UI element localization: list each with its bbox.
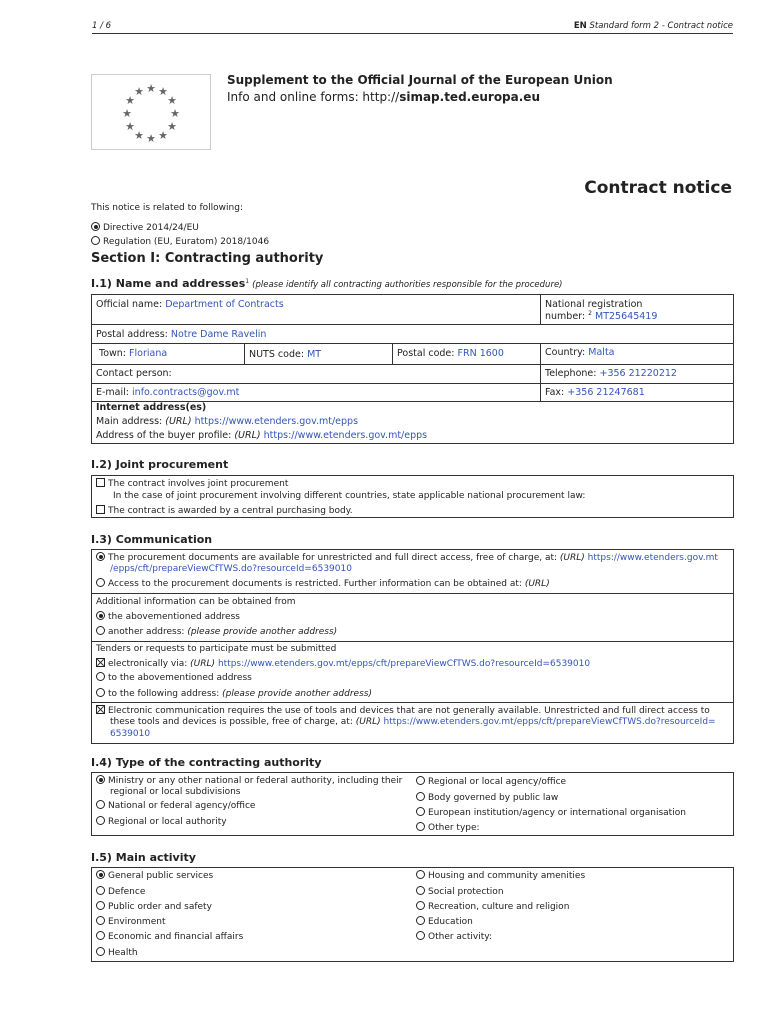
town-label: Town: [99,348,126,359]
radio-empty-icon[interactable] [96,947,105,956]
ecomm-url-link-cont[interactable]: 6539010 [110,729,151,739]
regulation-option[interactable] [91,236,269,247]
svg-text:★: ★ [125,94,135,107]
other-type-option[interactable] [416,822,480,833]
radio-empty-icon[interactable] [96,931,105,940]
svg-text:★: ★ [146,132,156,145]
docs-restricted-option[interactable] [96,578,550,589]
nuts-row [249,349,321,360]
docs-url-link-cont[interactable]: /epps/cft/prepareViewCfTWS.do?resourceId=6539010 [110,564,352,574]
eu-institution-label: European institution/agency or international organisation [428,808,686,818]
docs-available-label: The procurement documents are available for unrestricted and full direct access, free of charge, at: [108,553,558,563]
addinfo-another-option[interactable] [96,626,337,637]
fax-row [545,387,645,398]
natreg-value: MT25645419 [595,311,658,323]
svg-text:★: ★ [134,85,144,98]
activity-defence-option[interactable] [96,886,145,897]
postal-value: Notre Dame Ravelin [170,329,267,340]
activity-label: Public order and safety [108,902,212,912]
joint-law-text: In the case of joint procurement involving different countries, state applicable national procurement law: [113,491,586,501]
town-row [99,348,167,359]
radio-empty-icon[interactable] [96,578,105,587]
radio-empty-icon[interactable] [416,916,425,925]
addinfo-label: Additional information can be obtained from [96,597,296,607]
activity-label: Education [428,917,473,927]
i5-box [91,867,734,962]
i5-heading: I.5) Main activity [91,851,196,864]
regulation-label: Regulation (EU, Euratom) 2018/1046 [103,237,270,247]
activity-other-option[interactable] [416,931,492,942]
joint-procurement-label: The contract involves joint procurement [108,479,289,489]
checkbox-empty-icon[interactable] [96,478,105,487]
form-name: Standard form 2 - Contract notice [589,21,733,31]
url-tag: (URL) [234,430,261,441]
radio-empty-icon[interactable] [416,901,425,910]
supplement-title: Supplement to the Official Journal of the European Union [227,73,613,87]
addinfo-another-label: another address: [108,627,185,637]
radio-selected-icon[interactable] [96,870,105,879]
svg-text:★: ★ [167,94,177,107]
radio-empty-icon[interactable] [96,886,105,895]
main-address-row [96,416,358,427]
i1-heading [91,277,563,290]
postal-row [96,329,266,340]
activity-label: Economic and financial affairs [108,932,244,942]
docs-restricted-label: Access to the procurement documents is restricted. Further information can be obtained at: [108,579,522,589]
email-row [96,387,239,398]
page-number: 1 / 6 [92,21,112,31]
activity-label: Health [108,948,138,958]
header-rule [92,33,733,34]
main-address-label: Main address: [96,416,163,427]
national-agency-option[interactable] [96,800,255,811]
radio-empty-icon[interactable] [416,870,425,879]
radio-empty-icon[interactable] [96,672,105,681]
radio-empty-icon[interactable] [96,626,105,635]
ecomm-row2 [110,717,716,727]
country-label: Country: [545,347,586,358]
url-tag: (URL) [165,416,192,427]
url-tag: (URL) [524,579,550,589]
radio-selected-icon[interactable] [91,222,100,231]
activity-housing-option[interactable] [416,870,585,881]
radio-empty-icon[interactable] [96,688,105,697]
svg-text:★: ★ [158,129,168,142]
regional-agency-label: Regional or local agency/office [428,777,567,787]
submit-url-link[interactable]: https://www.etenders.gov.mt/epps/cft/prepareViewCfTWS.do?resourceId=6539010 [217,659,591,669]
radio-empty-icon[interactable] [96,916,105,925]
checkbox-empty-icon[interactable] [96,505,105,514]
buyer-url-link[interactable]: https://www.etenders.gov.mt/epps [263,430,428,441]
addinfo-above-option[interactable] [96,611,240,622]
checkbox-checked-icon[interactable] [96,705,105,714]
activity-general-option[interactable] [96,870,213,881]
form-label [574,21,733,31]
radio-empty-icon[interactable] [96,901,105,910]
radio-selected-icon[interactable] [96,552,105,561]
radio-empty-icon[interactable] [416,792,425,801]
central-purchasing-label: The contract is awarded by a central purchasing body. [108,506,353,516]
email-label: E-mail: [96,387,129,398]
svg-text:★: ★ [158,85,168,98]
checkbox-checked-icon[interactable] [96,658,105,667]
ministry-label: Ministry or any other national or federal authority, including their [108,776,403,786]
radio-selected-icon[interactable] [96,775,105,784]
activity-economic-option[interactable] [96,931,243,942]
submit-following-label: to the following address: [108,689,220,699]
eu-stars-icon [92,75,210,149]
postcode-row [397,348,504,359]
info-site-link[interactable]: simap.ted.europa.eu [399,90,540,104]
main-url-link[interactable]: https://www.etenders.gov.mt/epps [194,416,359,427]
directive-label: Directive 2014/24/EU [103,223,199,233]
radio-empty-icon[interactable] [416,776,425,785]
activity-recreation-option[interactable] [416,901,569,912]
submit-above-label: to the abovementioned address [108,673,252,683]
related-label: This notice is related to following: [91,203,243,213]
lang-code: EN [573,21,587,31]
ministry-label-cont: regional or local subdivisions [110,787,241,797]
document-title: Contract notice [584,178,732,198]
svg-text:★: ★ [122,107,132,120]
info-prefix: Info and online forms: http:// [227,90,400,104]
supplement-info [227,90,540,104]
radio-empty-icon[interactable] [416,886,425,895]
regional-agency-option[interactable] [416,776,566,787]
ministry-option[interactable] [96,775,402,786]
town-value: Floriana [129,348,168,359]
radio-empty-icon[interactable] [416,822,425,831]
ecomm-option[interactable] [96,705,710,716]
url-tag: (URL) [559,553,585,563]
svg-text:★: ★ [146,82,156,95]
contact-label: Contact person: [96,368,172,379]
url-tag: (URL) [190,659,216,669]
i1-heading-text: I.1) Name and addresses [91,277,246,290]
tel-value: +356 21220212 [599,368,677,379]
other-type-label: Other type: [428,823,480,833]
submit-electronic-label: electronically via: [108,659,188,669]
activity-label: Defence [108,887,146,897]
postal-label: Postal address: [96,329,168,340]
nuts-value: MT [307,349,322,360]
official-name-label: Official name: [96,299,163,310]
activity-education-option[interactable] [416,916,473,927]
natreg-label2: number: [545,311,586,323]
addinfo-another-note: (please provide another address) [187,627,338,637]
postcode-label: Postal code: [397,348,455,359]
radio-selected-icon[interactable] [96,611,105,620]
radio-empty-icon[interactable] [96,816,105,825]
svg-text:★: ★ [134,129,144,142]
eu-emblem [91,74,211,150]
central-purchasing-option[interactable] [96,505,353,516]
radio-empty-icon[interactable] [96,800,105,809]
public-law-option[interactable] [416,792,558,803]
joint-procurement-option[interactable] [96,478,288,489]
radio-empty-icon[interactable] [416,807,425,816]
activity-label: General public services [108,871,214,881]
submit-electronic-option[interactable] [96,658,590,669]
ecomm-text: Electronic communication requires the use of tools and devices that are not generally available. Unrestricted and full direct access to [108,706,710,716]
directive-option[interactable] [91,222,199,233]
eu-institution-option[interactable] [416,807,686,818]
activity-social-option[interactable] [416,886,504,897]
fax-value: +356 21247681 [567,387,645,398]
activity-public-order-option[interactable] [96,901,212,912]
regional-authority-label: Regional or local authority [108,817,227,827]
public-law-label: Body governed by public law [428,793,559,803]
i3-heading: I.3) Communication [91,533,213,546]
activity-label: Recreation, culture and religion [428,902,570,912]
natreg-sup: 2 [588,310,592,317]
submit-following-option[interactable] [96,688,372,699]
i4-heading: I.4) Type of the contracting authority [91,756,322,769]
regional-authority-option[interactable] [96,816,227,827]
internet-heading: Internet address(es) [96,402,207,413]
docs-url-link[interactable]: https://www.etenders.gov.mt [587,553,718,563]
activity-label: Social protection [428,887,504,897]
natreg-row [545,310,657,322]
official-name-row [96,299,284,310]
buyer-profile-row [96,430,427,441]
country-value: Malta [588,347,615,358]
section-title: Section I: Contracting authority [91,251,324,266]
svg-text:★: ★ [167,120,177,133]
radio-empty-icon[interactable] [91,236,100,245]
ecomm-url-link[interactable]: https://www.etenders.gov.mt/epps/cft/prepareViewCfTWS.do?resourceId= [383,717,716,727]
activity-label: Other activity: [428,932,492,942]
national-agency-label: National or federal agency/office [108,801,256,811]
activity-environment-option[interactable] [96,916,165,927]
submit-following-note: (please provide another address) [222,689,372,699]
activity-health-option[interactable] [96,947,138,958]
fax-label: Fax: [545,387,565,398]
i1-sup: 1 [245,277,250,285]
docs-available-option[interactable] [96,552,718,563]
nuts-label: NUTS code: [249,349,305,360]
addinfo-above-label: the abovementioned address [108,612,240,622]
tel-label: Telephone: [545,368,597,379]
country-row [545,347,615,358]
url-tag: (URL) [355,717,381,727]
activity-label: Environment [108,917,166,927]
tel-row [545,368,677,379]
official-name-value: Department of Contracts [165,299,284,310]
i1-note: (please identify all contracting authorities responsible for the procedure) [252,280,563,290]
radio-empty-icon[interactable] [416,931,425,940]
submit-above-option[interactable] [96,672,252,683]
postcode-value: FRN 1600 [457,348,504,359]
natreg-label: National registration [545,299,643,310]
svg-text:★: ★ [170,107,180,120]
tenders-label: Tenders or requests to participate must be submitted [96,644,337,654]
activity-label: Housing and community amenities [428,871,586,881]
buyer-label: Address of the buyer profile: [96,430,232,441]
email-link[interactable]: info.contracts@gov.mt [132,387,240,398]
svg-text:★: ★ [125,120,135,133]
ecomm-text2: these tools and devices is possible, free of charge, at: [110,717,353,727]
i2-heading: I.2) Joint procurement [91,458,229,471]
